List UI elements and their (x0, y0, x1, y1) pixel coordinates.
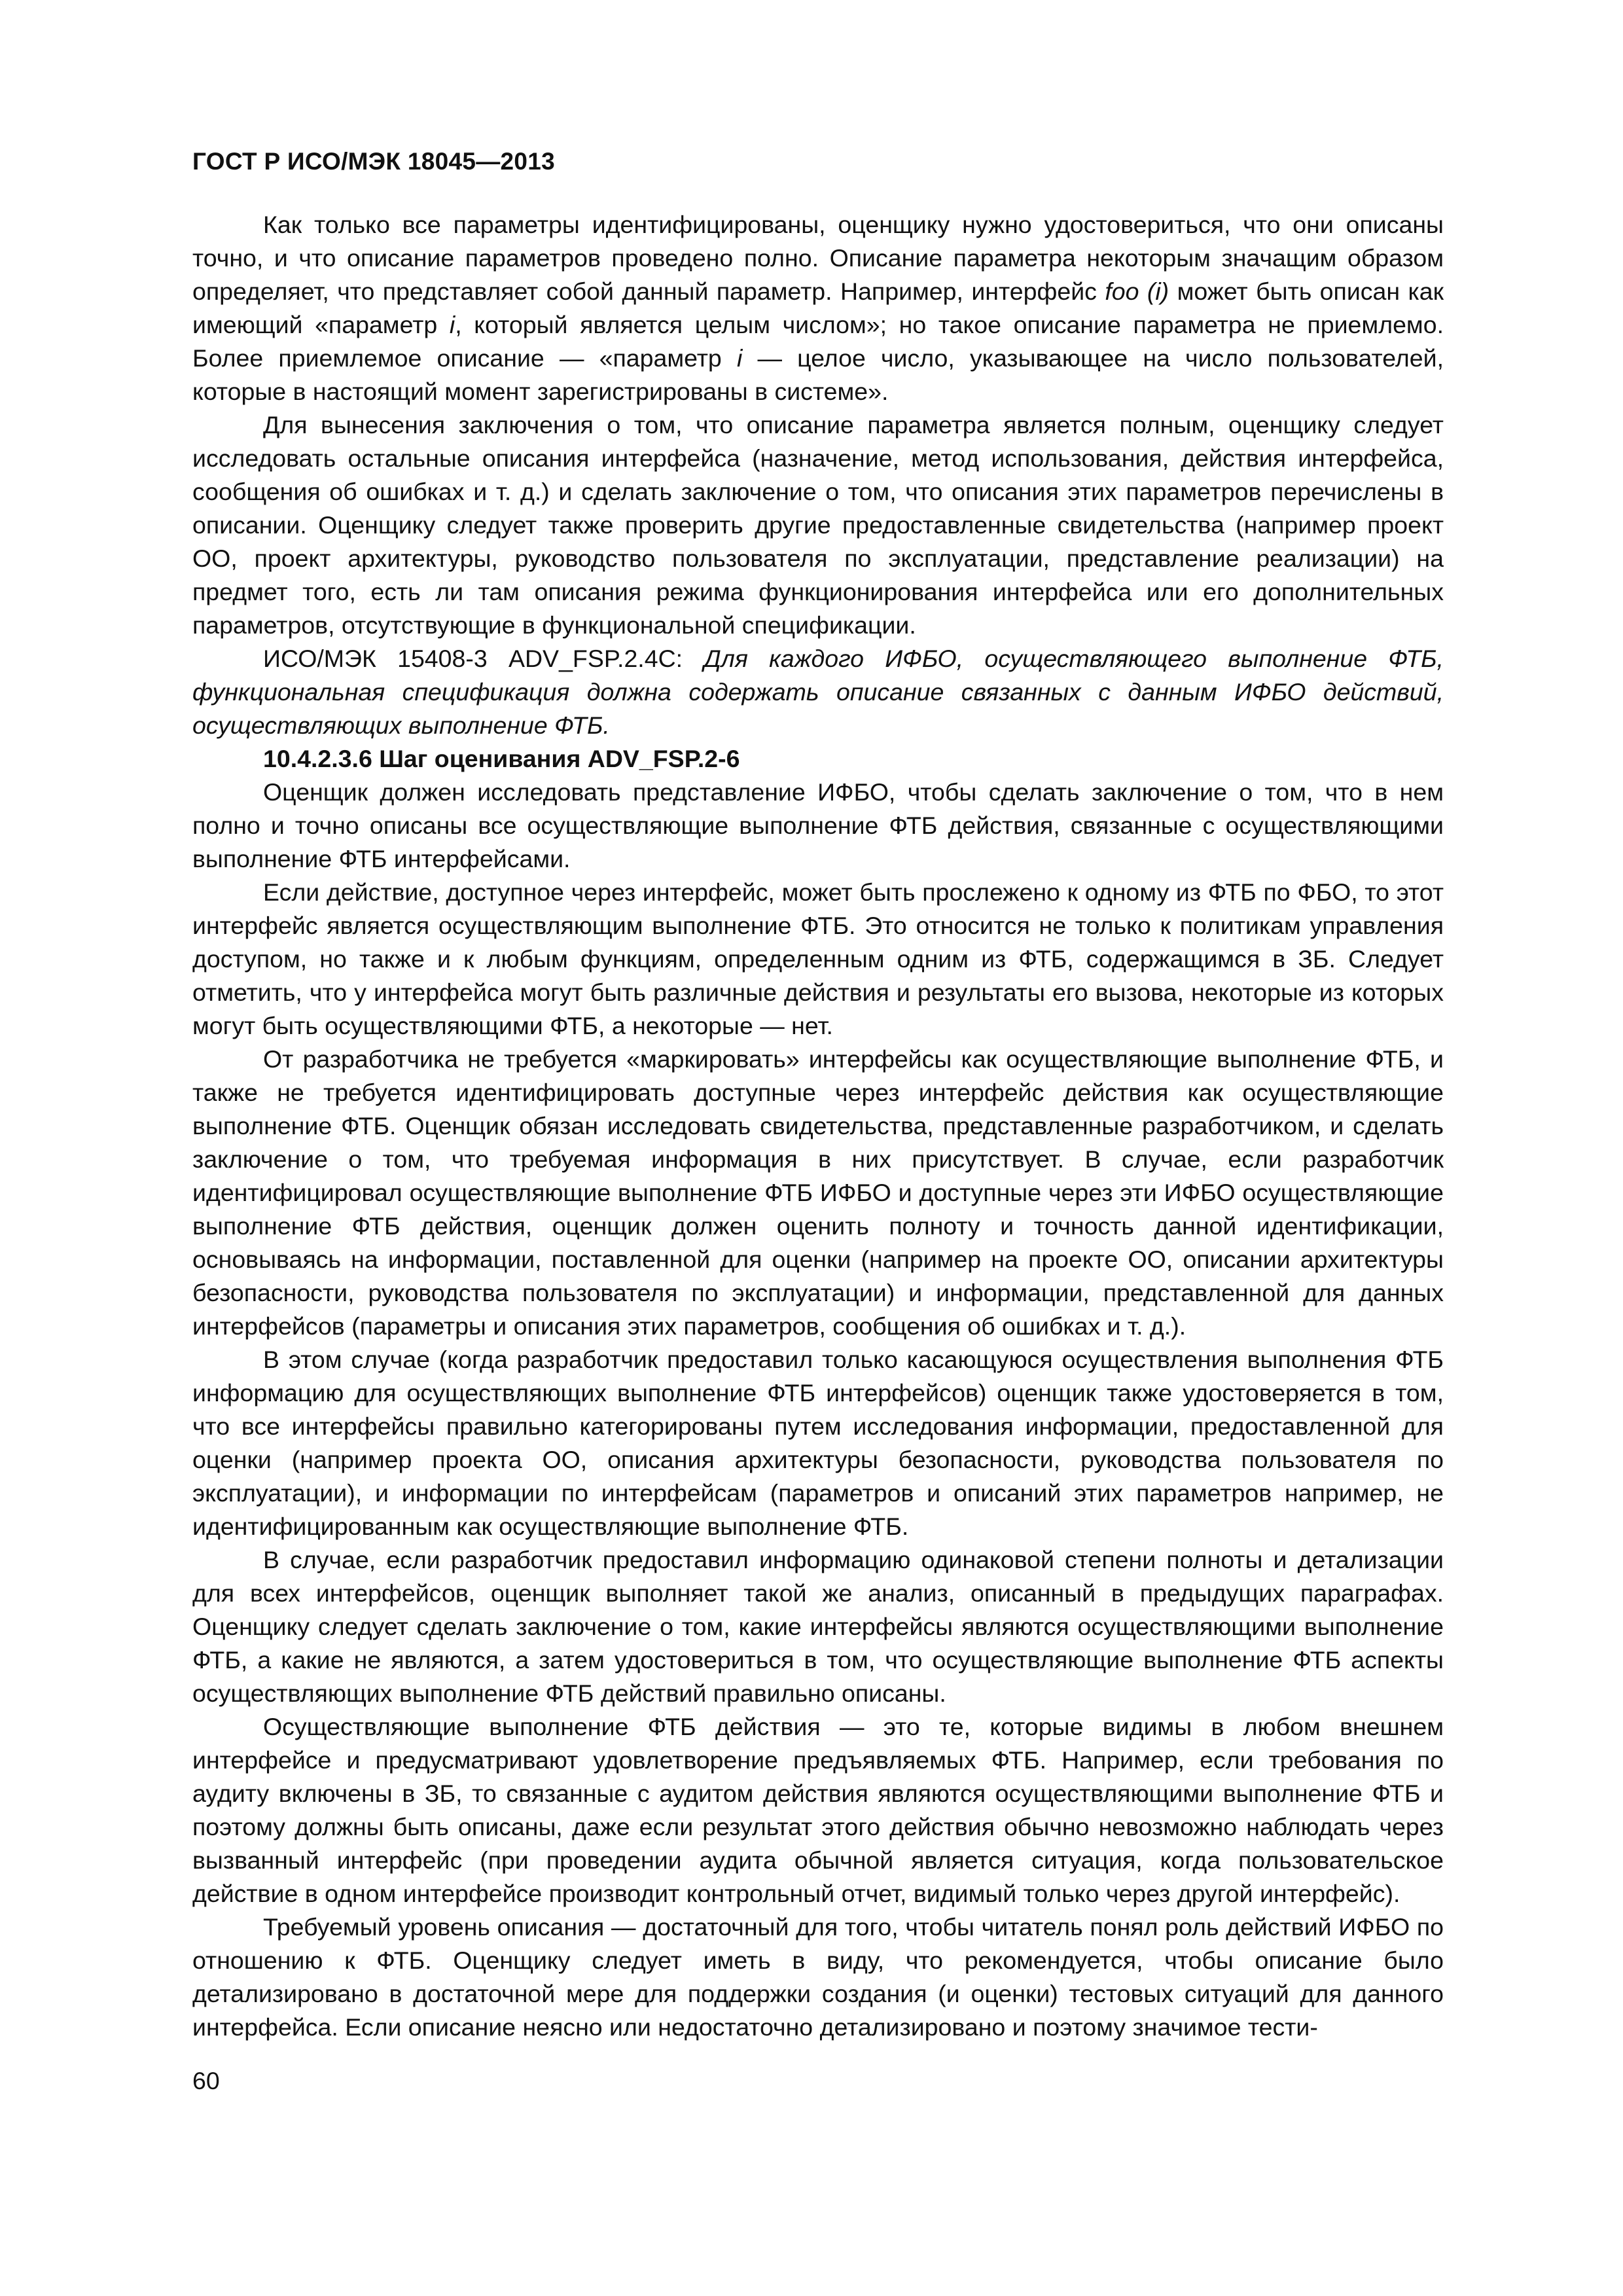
paragraph: Оценщик должен исследовать представление ИФБО, чтобы сделать заключение о том, что в нем полно и точно описаны все осуществляющие выполнение ФТБ действия, связанные с осуществляющими выполнение ФТБ интерфейсами. (192, 778, 1444, 872)
paragraph: Для вынесения заключения о том, что описание параметра является полным, оценщику следует исследовать остальные описания интерфейса (назначение, метод использования, действия интерфейса, сообщения об ошибках и т. д.) и сделать заключение о том, что описания этих параметров перечислены в описании. Оценщику следует также проверить другие предоставленные свидетельства (например проект ОО, проект архитектуры, руководство пользователя по эксплуатации, представление реализации) на предмет того, есть ли там описания режима функционирования интерфейса или его дополнительных параметров, отсутствующие в функциональной спецификации. (192, 411, 1444, 639)
page-number: 60 (192, 2067, 220, 2094)
paragraph: От разработчика не требуется «маркировать» интерфейсы как осуществляющие выполнение ФТБ, и также не требуется идентифицировать доступные через интерфейс действия как осуществляющие выполнение ФТБ. Оценщик обязан исследовать свидетельства, представленные разработчиком, и сделать заключение о том, что требуемая информация в них присутствует. В случае, если разработчик идентифицировал осуществляющие выполнение ФТБ ИФБО и доступные через эти ИФБО осуществляющие выполнение ФТБ действия, оценщик должен оценить полноту и точность данной идентификации, основываясь на информации, поставленной для оценки (например на проекте ОО, описании архитектуры безопасности, руководства пользователя по эксплуатации) и информации, представленной для данных интерфейсов (параметры и описания этих параметров, сообщения об ошибках и т. д.). (192, 1045, 1444, 1340)
document-header: ГОСТ Р ИСО/МЭК 18045—2013 (192, 148, 556, 175)
paragraph: В случае, если разработчик предоставил информацию одинаковой степени полноты и детализации для всех интерфейсов, оценщик выполняет такой же анализ, описанный в предыдущих параграфах. Оценщику следует сделать заключение о том, какие интерфейсы являются осуществляющими выполнение ФТБ, а какие не являются, а затем удостовериться в том, что осуществляющие выполнение ФТБ аспекты осуществляющих выполнение ФТБ действий правильно описаны. (192, 1546, 1444, 1707)
standard-requirement-paragraph (192, 642, 1444, 742)
requirement-text: Для каждого ИФБО, осуществляющего выполнение ФТБ, функциональная спецификация должна содержать описание связанных с данным ИФБО действий, осуществляющих выполнение ФТБ. (192, 645, 1444, 739)
paragraph: В этом случае (когда разработчик предоставил только касающуюся осуществления выполнения ФТБ информацию для осуществляющих выполнение ФТБ интерфейсов) оценщик также удостоверяется в том, что все интерфейсы правильно категорированы путем исследования информации, предоставленной для оценки (например проекта ОО, описания архитектуры безопасности, руководства пользователя по эксплуатации), и информации по интерфейсам (параметров и описаний этих параметров например, не идентифицированным как осуществляющие выполнение ФТБ. (192, 1346, 1444, 1540)
paragraph: Осуществляющие выполнение ФТБ действия — это те, которые видимы в любом внешнем интерфейсе и предусматривают удовлетворение предъявляемых ФТБ. Например, если требования по аудиту включены в ЗБ, то связанные с аудитом действия являются осуществляющими выполнение ФТБ и поэтому должны быть описаны, даже если результат этого действия обычно невозможно наблюдать через вызванный интерфейс (при проведении аудита обычной является ситуация, когда пользовательское действие в одном интерфейсе производит контрольный отчет, видимый только через другой интерфейс). (192, 1713, 1444, 1907)
section-heading: 10.4.2.3.6 Шаг оценивания ADV_FSP.2-6 (263, 745, 740, 772)
document-body (192, 208, 1444, 2044)
paragraph: Как только все параметры идентифицированы, оценщику нужно удостовериться, что они описаны точно, и что описание параметров проведено полно. Описание параметра некоторым значащим образом определяет, что представляет собой данный параметр. Например, интерфейс foo (i) может быть описан как имеющий «параметр i, который является целым числом»; но такое описание параметра не приемлемо. Более приемлемое описание — «параметр i — целое число, указывающее на число пользователей, которые в настоящий момент зарегистрированы в системе». (192, 211, 1444, 405)
paragraph: Если действие, доступное через интерфейс, может быть прослежено к одному из ФТБ по ФБО, то этот интерфейс является осуществляющим выполнение ФТБ. Это относится не только к политикам управления доступом, но также и к любым функциям, определенным одним из ФТБ, содержащимся в ЗБ. Следует отметить, что у интерфейса могут быть различные действия и результаты его вызова, некоторые из которых могут быть осуществляющими ФТБ, а некоторые — нет. (192, 878, 1444, 1039)
paragraph: Требуемый уровень описания — достаточный для того, чтобы читатель понял роль действий ИФБО по отношению к ФТБ. Оценщику следует иметь в виду, что рекомендуется, чтобы описание было детализировано в достаточной мере для поддержки создания (и оценки) тестовых ситуаций для данного интерфейса. Если описание неясно или недостаточно детализировано и поэтому значимое тести- (192, 1913, 1444, 2041)
requirement-reference: ИСО/МЭК 15408-3 ADV_FSP.2.4C: (263, 645, 704, 672)
